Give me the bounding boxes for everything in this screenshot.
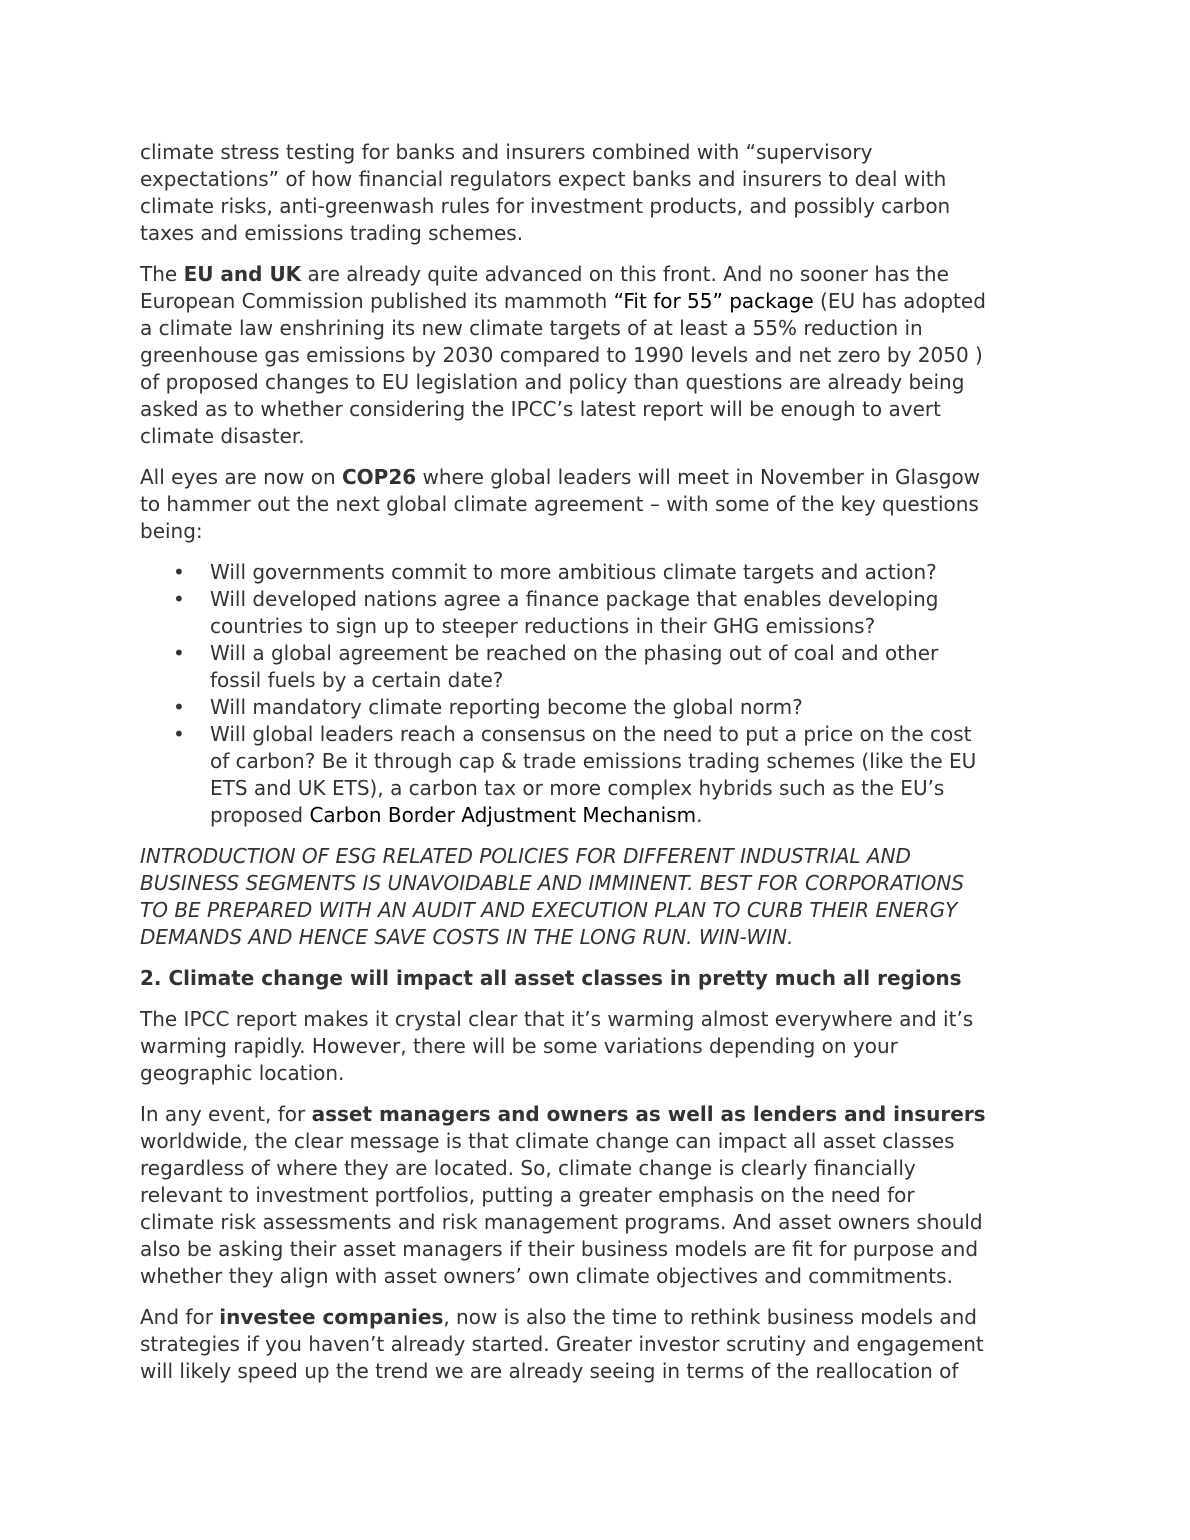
- text-run: 2. Climate change will impact all asset classes in pretty much all regions: [140, 966, 962, 990]
- bullet-icon: •: [173, 560, 185, 584]
- text-run: .: [696, 803, 703, 827]
- italic-text: INTRODUCTION OF ESG RELATED POLICIES FOR DIFFERENT INDUSTRIAL AND BUSINESS SEGMENTS IS UNAVOIDABLE AND IMMINENT. BEST FOR CORPORATIONS TO BE PREPARED WITH AN AUDIT AND EXECUTION PLAN TO CURB THEIR ENERGY DEMANDS AND HENCE SAVE COSTS IN THE LONG RUN. WIN-WIN.: [140, 844, 965, 949]
- text-run: worldwide, the clear message is that climate change can impact all asset classes regardless of where they are located. So, climate change is clearly financially relevant to investment portfolios, putting a greater emphasis on the need for climate risk assessments and risk management programs. And asset owners should also be asking their asset managers if their business models are fit for purpose and whether they align with asset owners’ own climate objectives and commitments.: [140, 1129, 983, 1288]
- text-run: The IPCC report makes it crystal clear that it’s warming almost everywhere and it’s warming rapidly. However, there will be some variations depending on your geographic location.: [140, 1007, 974, 1085]
- paragraph: [140, 1006, 1060, 1087]
- text-run: (EU has adopted a climate law enshrining its new climate targets of at least a 55% reduction in greenhouse gas emissions by 2030 compared to 1990 levels and net zero by 2050 ) of proposed changes to EU legislation and policy than questions are already being asked as to whether considering the IPCC’s latest report will be enough to avert climate disaster.: [140, 289, 986, 448]
- bullet-list: [140, 559, 1060, 829]
- text-run: Will developed nations agree a finance package that enables developing countries to sign up to steeper reductions in their GHG emissions?: [210, 587, 939, 638]
- list-item: [140, 694, 1060, 721]
- hyperlink[interactable]: Carbon Border Adjustment Mechanism: [309, 803, 697, 827]
- text-run: are already quite advanced on this front. And no sooner has the European Commission published its mammoth: [140, 262, 949, 313]
- bullet-icon: •: [173, 722, 185, 746]
- paragraph: [140, 139, 1060, 247]
- paragraph: [140, 464, 1060, 545]
- list-item: [140, 721, 1060, 829]
- paragraph: [140, 1304, 1060, 1385]
- bullet-icon: •: [173, 695, 185, 719]
- bullet-icon: •: [173, 587, 185, 611]
- bold-text: investee companies: [219, 1305, 444, 1329]
- bold-text: asset managers and owners as well as lenders and insurers: [311, 1102, 986, 1126]
- document-body: [140, 139, 1060, 1399]
- hyperlink[interactable]: “Fit for 55” package: [613, 289, 814, 313]
- list-item: [140, 559, 1060, 586]
- list-item: [140, 640, 1060, 694]
- text-run: , now is also the time to rethink business models and strategies if you haven’t already started. Greater investor scrutiny and engagement will likely speed up the trend we are already seeing in terms of the reallocation of: [140, 1305, 984, 1383]
- bullet-icon: •: [173, 641, 185, 665]
- text-run: Will a global agreement be reached on the phasing out of coal and other fossil fuels by a certain date?: [210, 641, 939, 692]
- bold-text: EU and UK: [183, 262, 302, 286]
- text-run: where global leaders will meet in November in Glasgow to hammer out the next global climate agreement – with some of the key questions being:: [140, 465, 981, 543]
- section-heading: [140, 965, 1060, 992]
- text-run: Will governments commit to more ambitious climate targets and action?: [210, 560, 937, 584]
- text-run: In any event, for: [140, 1102, 312, 1126]
- text-run: And for: [140, 1305, 220, 1329]
- paragraph: [140, 261, 1060, 450]
- paragraph: [140, 1101, 1060, 1290]
- text-run: The: [140, 262, 184, 286]
- text-run: Will mandatory climate reporting become the global norm?: [210, 695, 803, 719]
- text-run: Will global leaders reach a consensus on the need to put a price on the cost of carbon? Be it through cap & trade emissions trading schemes (like the EU ETS and UK ETS), a carbon tax or more complex hybrids such as the EU’s proposed: [210, 722, 977, 827]
- text-run: climate stress testing for banks and insurers combined with “supervisory expectations” of how financial regulators expect banks and insurers to deal with climate risks, anti-greenwash rules for investment products, and possibly carbon taxes and emissions trading schemes.: [140, 140, 951, 245]
- list-item: [140, 586, 1060, 640]
- bold-text: COP26: [341, 465, 417, 489]
- text-run: All eyes are now on: [140, 465, 342, 489]
- paragraph: [140, 843, 1060, 951]
